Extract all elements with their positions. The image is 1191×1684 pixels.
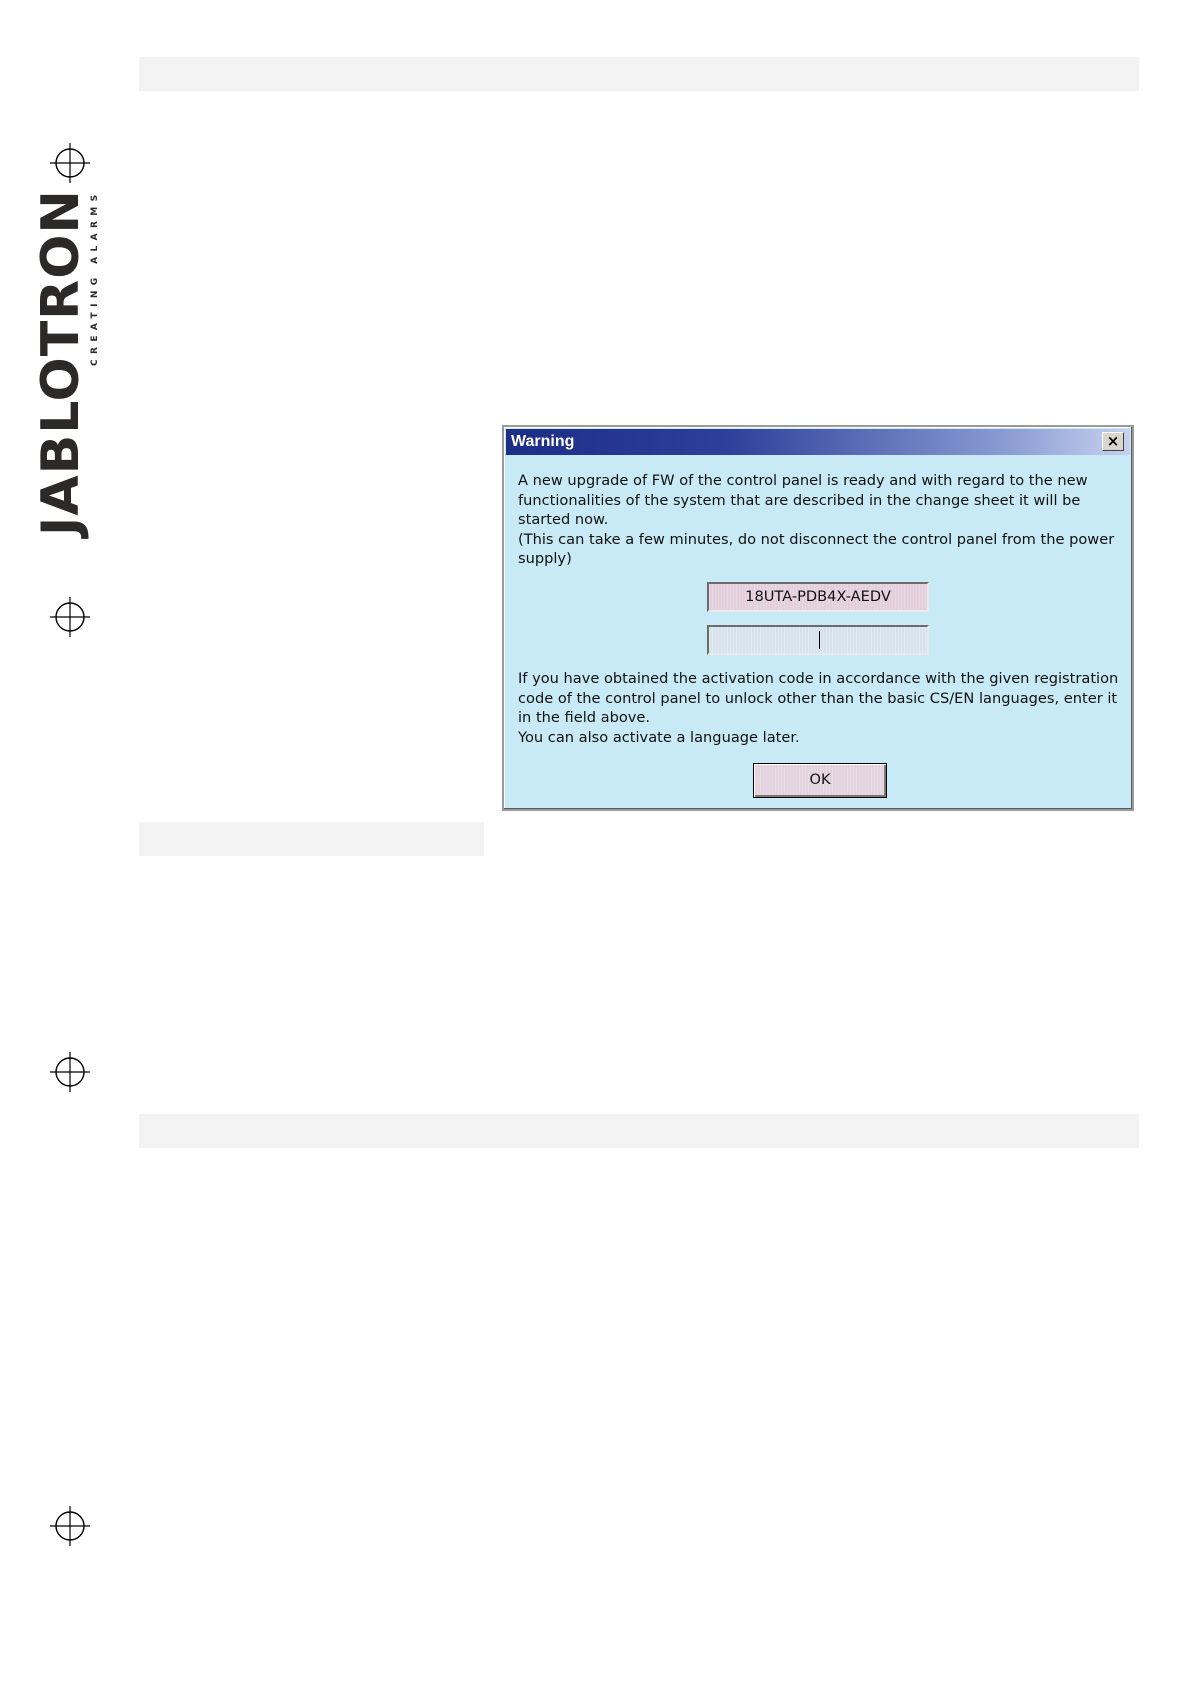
section-band — [139, 822, 484, 856]
close-icon: × — [1106, 432, 1120, 450]
logo-wordmark: JABLOTRON — [31, 189, 91, 536]
registration-code-field: 18UTA-PDB4X-AEDV — [707, 582, 929, 612]
logo-tagline: CREATING ALARMS — [90, 189, 100, 366]
dialog-title: Warning — [511, 433, 575, 450]
footer-band — [139, 1114, 1139, 1148]
close-button[interactable] — [1102, 432, 1124, 451]
registration-mark-icon — [48, 1504, 92, 1548]
header-band — [139, 57, 1139, 91]
registration-mark-icon — [48, 1050, 92, 1094]
warning-dialog — [502, 425, 1134, 811]
dialog-titlebar[interactable] — [506, 429, 1130, 455]
text-caret — [819, 631, 820, 649]
brand-logo — [31, 189, 106, 538]
registration-mark-icon — [48, 141, 92, 185]
activation-instructions: If you have obtained the activation code in accordance with the given registration code of the control panel to unlock other than the basic CS/EN languages, enter it in the field above. You can also activate a language later. — [518, 670, 1119, 746]
upgrade-message: A new upgrade of FW of the control panel is ready and with regard to the new functionalities of the system that are described in the change sheet it will be started now. (This can take a few minutes, do not disconnect the control panel from the power supply) — [518, 472, 1115, 567]
ok-button[interactable]: OK — [753, 763, 887, 798]
registration-mark-icon — [48, 595, 92, 639]
activation-code-input[interactable] — [707, 625, 929, 655]
